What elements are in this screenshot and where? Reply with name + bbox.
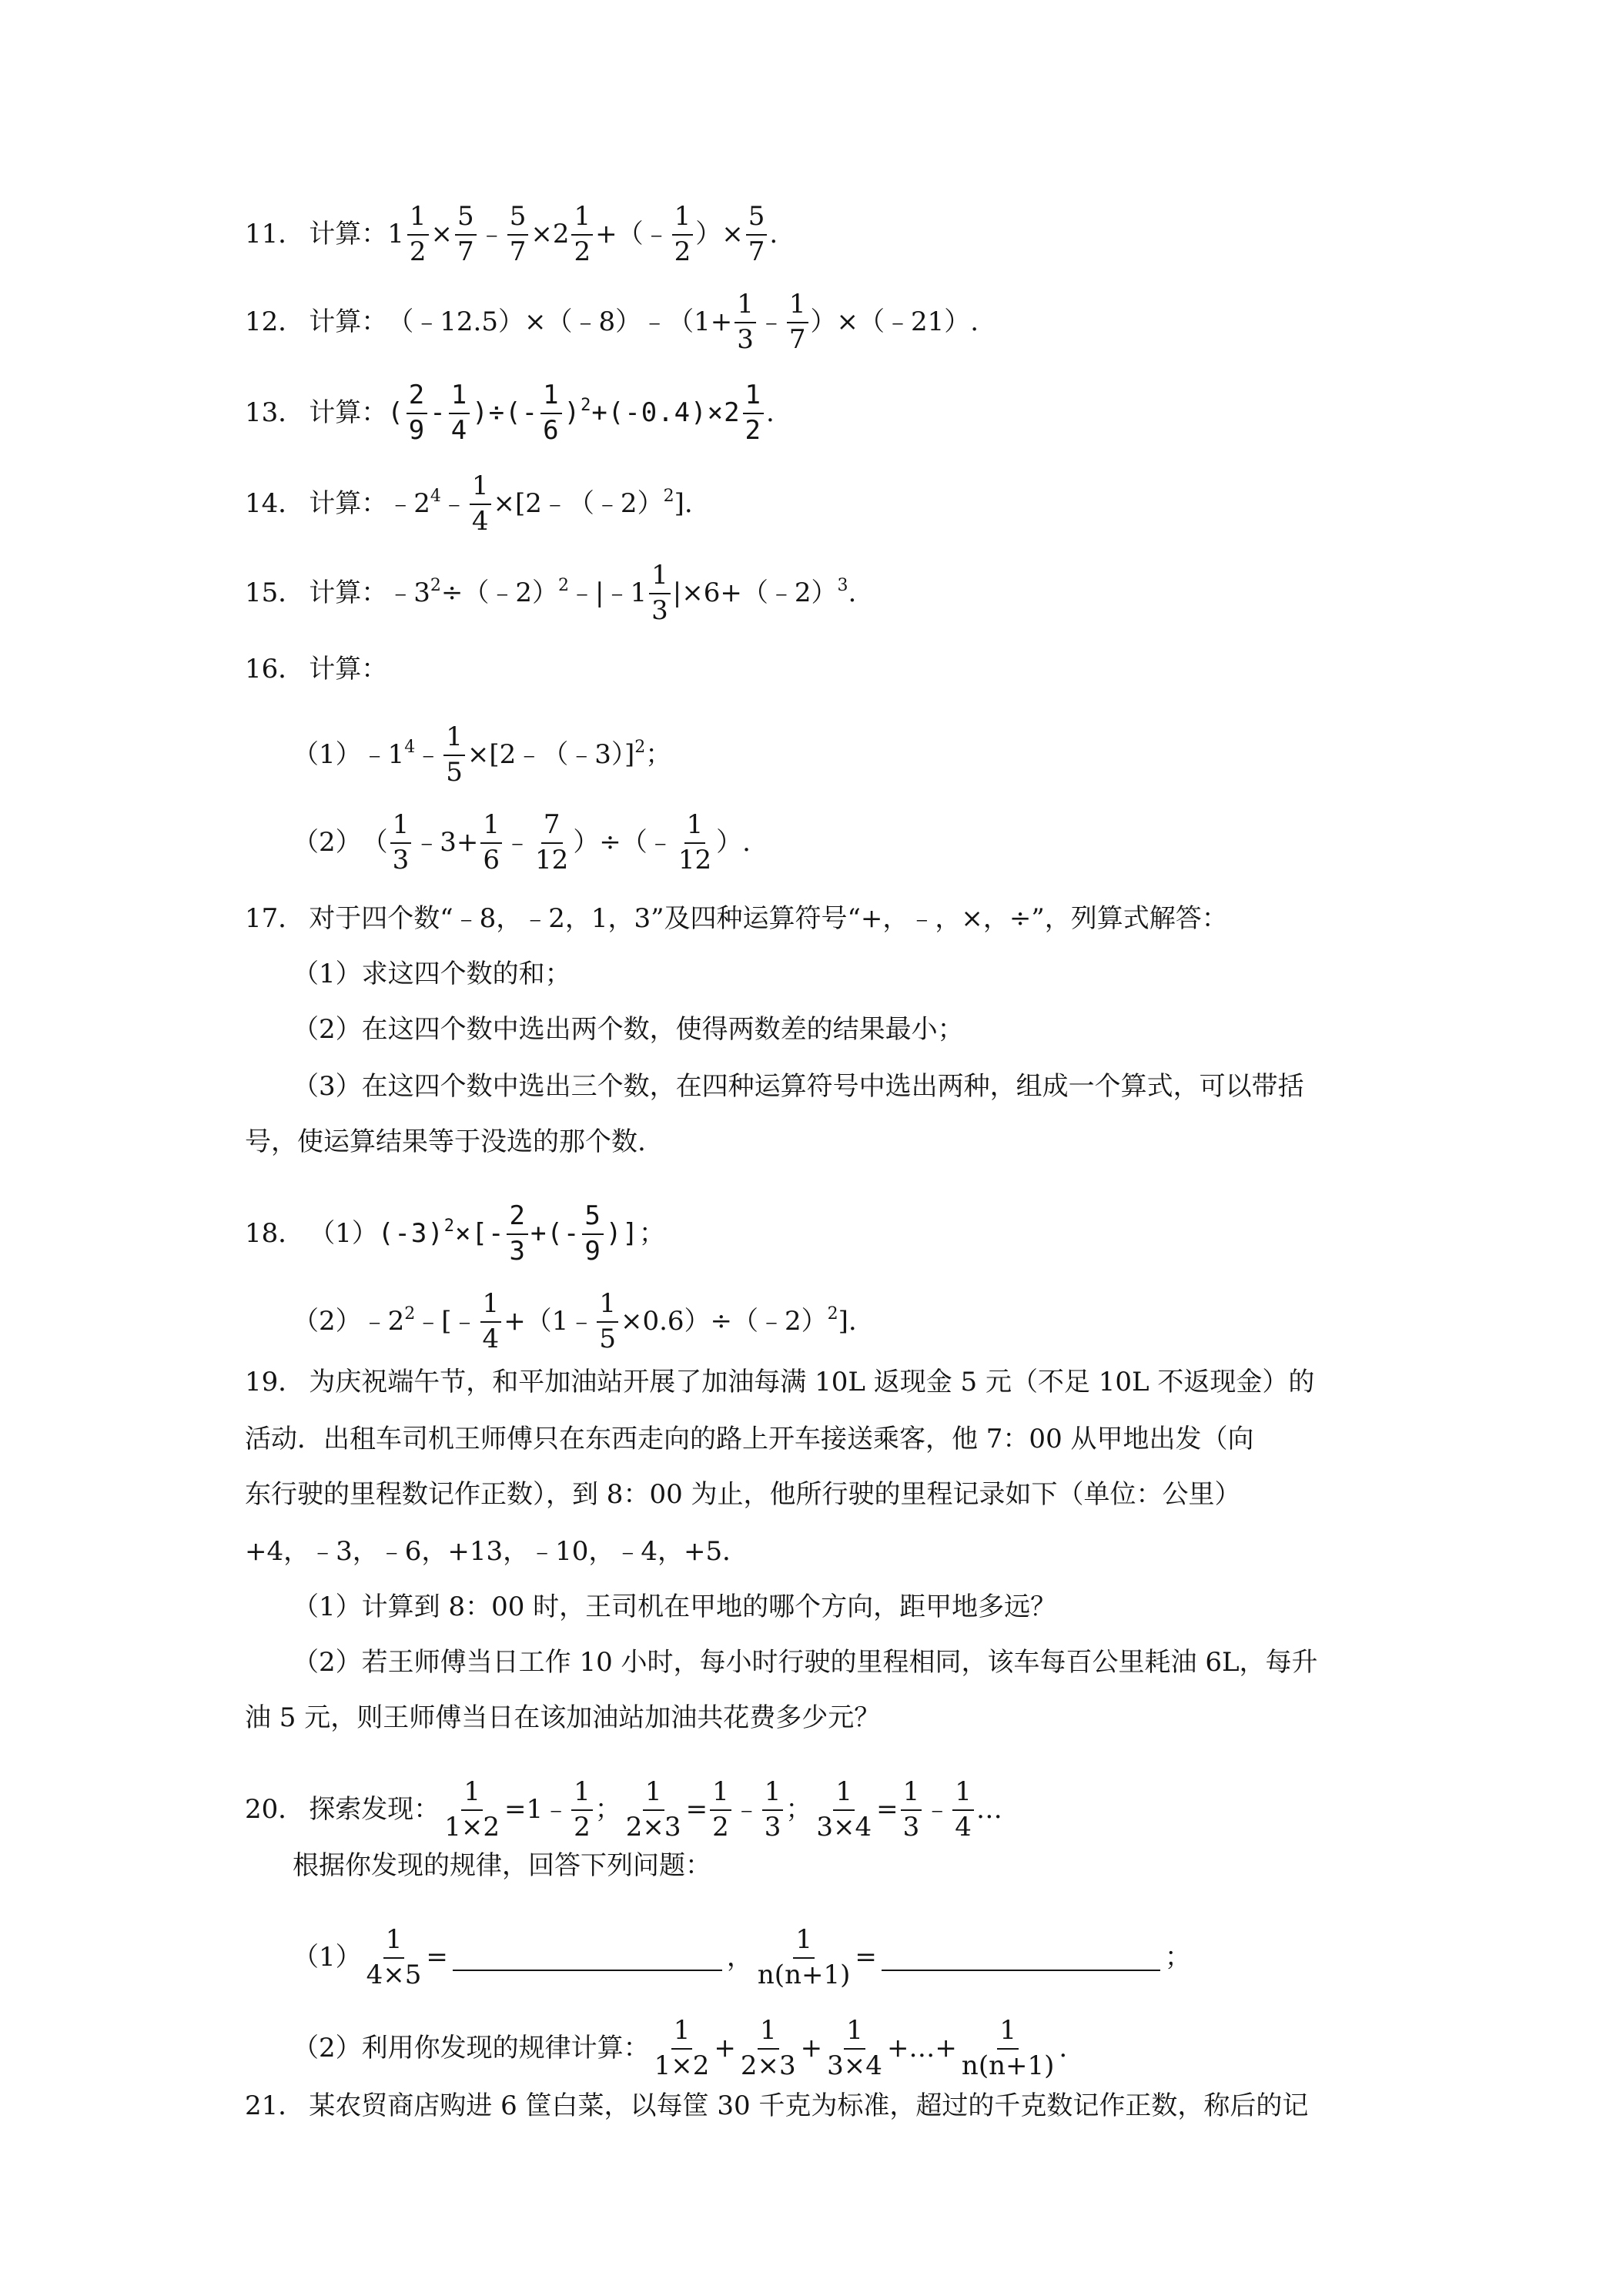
problem-label: 计算：	[309, 654, 388, 684]
problem-18-part-2: （2） $﹣2^2﹣[﹣$ $\frac{1}{4}$ +（1﹣ $\frac{1}{5}$ ×0.6）÷（﹣2）$^2$].	[293, 1288, 857, 1354]
problem-number: 15．	[245, 577, 305, 609]
problem-17-q3a: （3）在这四个数中选出三个数，在四种运算符号中选出两种，组成一个算式，可以带括	[293, 1071, 1304, 1102]
problem-number: 16．	[245, 654, 305, 684]
fraction: $\frac{1}{4}$	[449, 382, 470, 443]
fraction: $\frac{1}{3}$	[649, 562, 671, 624]
problem-label: 计算：	[309, 488, 388, 520]
fraction: $\frac{1}{4}$	[952, 1779, 974, 1840]
fraction: $\frac{5}{7}$	[746, 203, 768, 265]
problem-19-line-4: +4，﹣3，﹣6，+13，﹣10，﹣4，+5．	[245, 1536, 749, 1567]
fraction: $\frac{1}{12}$	[678, 809, 712, 875]
problem-label: 计算：	[309, 577, 388, 609]
problem-17-q3b: 号，使运算结果等于没选的那个数.	[245, 1126, 646, 1157]
fraction: $\frac{1}{3\times 4}$	[827, 2015, 882, 2081]
fraction: $\frac{1}{1\times 2}$	[444, 1776, 500, 1842]
problem-19-q1: （1）计算到 8：00 时，王司机在甲地的哪个方向，距甲地多远？	[293, 1591, 1057, 1622]
problem-number: 11．	[245, 219, 305, 250]
problem-number: 18．	[245, 1218, 305, 1250]
problem-18-part-1: 18． （1） $(-3)^2\times[-$ $\frac{2}{3}$ +(- $\frac{5}{9}$ )] ；	[245, 1200, 665, 1267]
problem-number: 20．	[245, 1794, 305, 1826]
fraction: $\frac{1}{2}$	[710, 1779, 731, 1840]
fraction: $\frac{1}{2}$	[407, 203, 429, 265]
problem-label: 计算：	[309, 397, 388, 429]
fraction: $\frac{5}{7}$	[507, 203, 529, 265]
problem-21: 21． 某农贸商店购进 6 筐白菜，以每筐 30 千克为标准，超过的千克数记作正数，称后的记	[245, 2090, 1309, 2121]
problem-20-part-1: （1） $\frac{1}{4\times 5}$ = ， $\frac{1}{n(n+1)}$ = ；	[293, 1924, 1191, 1990]
fraction: $\frac{1}{2}$	[743, 382, 764, 443]
fraction: $\frac{2}{9}$	[407, 382, 427, 443]
problem-17: 17． 对于四个数“﹣8，﹣2，1，3”及四种运算符号“+，﹣，×，÷”，列算式解答：	[245, 903, 1228, 934]
problem-number: 17．	[245, 903, 305, 934]
fraction: $\frac{1}{2}$	[571, 203, 593, 265]
fraction: $\frac{1}{1\times 2}$	[654, 2015, 710, 2081]
problem-15: 15． 计算： $﹣3^2\div(﹣2)^2﹣|﹣1$ $\frac{1}{3}$ |×6+（﹣2）$^3$.	[245, 560, 857, 626]
answer-blank[interactable]	[882, 1968, 1160, 1971]
problem-17-q2: （2）在这四个数中选出两个数，使得两数差的结果最小；	[293, 1014, 964, 1045]
problem-20-part-2: （2）利用你发现的规律计算： $\frac{1}{1\times 2}$ + $\frac{1}{2\times 3}$ + $\frac{1}{3\times 4}$ +…+ $\frac{1}{n(n+1)}$ .	[293, 2015, 1068, 2081]
fraction: $\frac{1}{3}$	[735, 291, 756, 353]
fraction: $\frac{1}{6}$	[540, 382, 561, 443]
problem-number: 19．	[245, 1367, 305, 1397]
problem-12: 12． 计算： （﹣12.5）×（﹣8）﹣（1+ $\frac{1}{3}$ ﹣ $\frac{1}{7}$ ）×（﹣21）.	[245, 289, 979, 355]
problem-label: 计算：	[309, 306, 388, 338]
problem-19-line-1: 19． 为庆祝端午节，和平加油站开展了加油每满 10L 返现金 5 元（不足 10L 不返现金）的	[245, 1367, 1315, 1397]
fraction: $\frac{1}{2\times 3}$	[625, 1776, 681, 1842]
fraction: $\frac{1}{n(n+1)}$	[757, 1924, 851, 1990]
problem-label: 计算：	[309, 219, 388, 250]
problem-11: 11． 计算： 1 $\frac{1}{2}$ × $\frac{5}{7}$ ﹣ $\frac{5}{7}$ ×2 $\frac{1}{2}$ +（﹣ $\frac{1}{2}$ ）× $\frac{5}{7}$ .	[245, 201, 778, 267]
fraction: $\frac{1}{4}$	[480, 1290, 502, 1352]
fraction: $\frac{1}{3}$	[901, 1779, 922, 1840]
problem-number: 14．	[245, 488, 305, 520]
problem-16	[245, 656, 387, 682]
fraction: $\frac{1}{3\times 4}$	[816, 1776, 872, 1842]
problem-14: 14． 计算： $﹣2^4﹣$ $\frac{1}{4}$ ×[2﹣（﹣2）$^2$].	[245, 470, 693, 537]
expression-text: （﹣12.5）×（﹣8）﹣（1+	[387, 306, 733, 338]
fraction: $\frac{1}{4}$	[470, 473, 491, 534]
fraction: $\frac{1}{3}$	[762, 1779, 784, 1840]
problem-number: 21．	[245, 2090, 305, 2121]
fraction: $\frac{5}{7}$	[455, 203, 477, 265]
problem-19-q2a: （2）若王师傅当日工作 10 小时，每小时行驶的里程相同，该车每百公里耗油 6L，每升	[293, 1647, 1318, 1678]
fraction: $\frac{1}{n(n+1)}$	[961, 2015, 1055, 2081]
answer-blank[interactable]	[453, 1968, 722, 1971]
problem-number: 13．	[245, 397, 305, 429]
problem-16-part-1: （1） $﹣1^4﹣$ $\frac{1}{5}$ ×[2﹣（﹣3）]$^2$；	[293, 721, 672, 788]
fraction: $\frac{1}{4\times 5}$	[366, 1924, 422, 1990]
fraction: $\frac{1}{5}$	[597, 1290, 618, 1352]
fraction: $\frac{1}{2\times 3}$	[740, 2015, 796, 2081]
problem-19-line-2: 活动．出租车司机王师傅只在东西走向的路上开车接送乘客，他 7：00 从甲地出发（向	[245, 1424, 1254, 1454]
fraction: $\frac{1}{5}$	[443, 724, 465, 785]
problem-number: 12．	[245, 306, 305, 338]
problem-19-q2b: 油 5 元，则王师傅当日在该加油站加油共花费多少元？	[245, 1702, 881, 1733]
problem-20: 20． 探索发现： $\frac{1}{1\times 2}$ =1﹣ $\frac{1}{2}$ ； $\frac{1}{2\times 3}$ = $\frac{1}{2}$ ﹣ $\frac{1}{3}$ ； $\frac{1}{3\times 4}$ = $\frac{1}{3}$ ﹣ $\frac{1}{4}$ …	[245, 1776, 1002, 1842]
fraction: $\frac{1}{3}$	[390, 812, 412, 873]
fraction: $\frac{2}{3}$	[507, 1203, 527, 1264]
problem-16-part-2: （2） （ $\frac{1}{3}$ ﹣3+ $\frac{1}{6}$ ﹣ $\frac{7}{12}$ ）÷（﹣ $\frac{1}{12}$ ）.	[293, 809, 751, 875]
problem-17-q1: （1）求这四个数的和；	[293, 959, 571, 989]
fraction: $\frac{7}{12}$	[535, 809, 569, 875]
fraction: $\frac{1}{2}$	[571, 1779, 593, 1840]
fraction: $\frac{1}{7}$	[787, 291, 808, 353]
problem-19-line-3: 东行驶的里程数记作正数），到 8：00 为止，他所行驶的里程记录如下（单位：公里）	[245, 1479, 1241, 1510]
fraction: $\frac{1}{2}$	[672, 203, 694, 265]
fraction: $\frac{1}{6}$	[480, 812, 502, 873]
problem-20-rule: 根据你发现的规律，回答下列问题：	[293, 1850, 711, 1881]
fraction: $\frac{5}{9}$	[582, 1203, 603, 1264]
problem-13: 13． 计算： ( $\frac{2}{9}$ - $\frac{1}{4}$ )÷(- $\frac{1}{6}$ )$^2$+(-0.4)×2 $\frac{1}{2}$ .	[245, 380, 775, 446]
